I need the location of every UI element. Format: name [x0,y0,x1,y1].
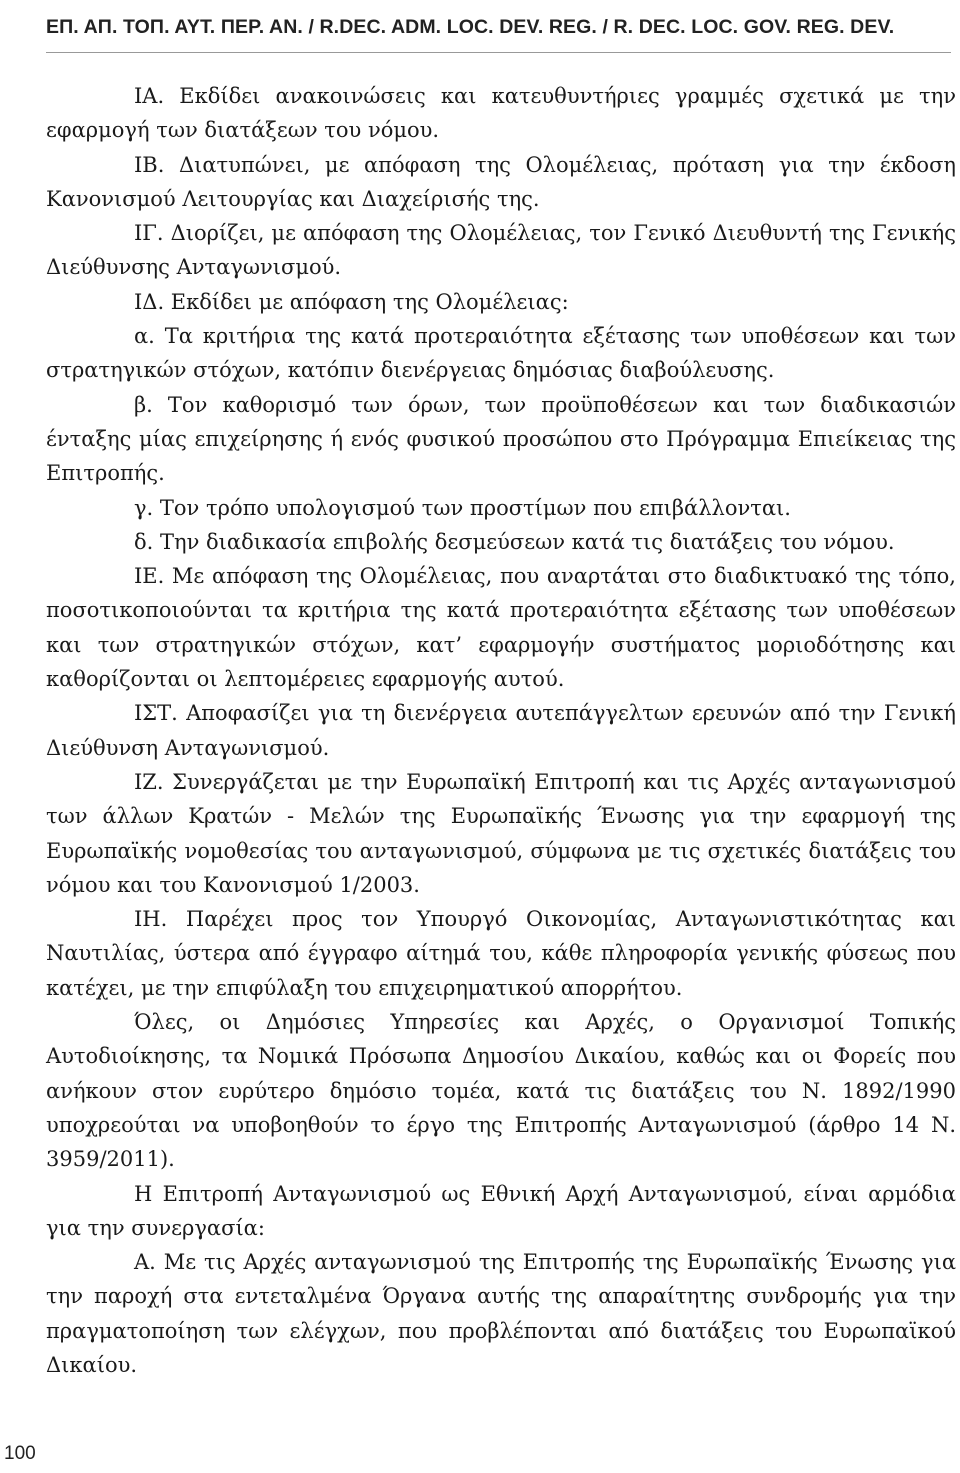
paragraph-public-services: Όλες, οι Δημόσιες Υπηρεσίες και Αρχές, ο Οργανισμοί Τοπικής Αυτοδιοίκησης, τα Νομικά Πρόσωπα Δημοσίου Δικαίου, καθώς και οι Φορείς που ανήκουν στον ευρύτερο δημόσιο τομέα, κατά τις διατάξεις του Ν. 1892/1990 υποχρεούται να υποβοηθούν το έργο της Επιτροπής Ανταγωνισμού (άρθρο 14 Ν. 3959/2011). [46,1010,956,1172]
paragraph-ih: ΙΗ. Παρέχει προς τον Υπουργό Οικονομίας, Ανταγωνιστικότητας και Ναυτιλίας, ύστερα από έγγραφο αίτημά του, κάθε πληροφορία γενικής φύσεως που κατέχει, με την επιφύλαξη του επιχειρηματικού απορρήτου. [46,907,956,1000]
paragraph-ib: ΙΒ. Διατυπώνει, με απόφαση της Ολομέλειας, πρόταση για την έκδοση Κανονισμού Λειτουργίας και Διαχείρισής της. [46,152,956,211]
paragraph-iz: ΙΖ. Συνεργάζεται με την Ευρωπαϊκή Επιτροπή και τις Αρχές ανταγωνισμού των άλλων Κρατών - Μελών της Ευρωπαϊκής Ένωσης για την εφαρμογή της Ευρωπαϊκής νομοθεσίας του ανταγωνισμού, σύμφωνα με τις σχετικές διατάξεις του νόμου και του Κανονισμού 1/2003. [46,769,956,897]
paragraph-item-b: β. Τον καθορισμό των όρων, των προϋποθέσεων και των διαδικασιών ένταξης μίας επιχείρησης ή ενός φυσικού προσώπου στο Πρόγραμμα Επιείκειας της Επιτροπής. [46,392,956,486]
running-header: ΕΠ. ΑΠ. ΤΟΠ. ΑΥΤ. ΠΕΡ. ΑΝ. / R.DEC. ADM. LOC. DEV. REG. / R. DEC. LOC. GOV. REG. DEV. [46,16,895,38]
paragraph-item-d: δ. Την διαδικασία επιβολής δεσμεύσεων κατά τις διατάξεις του νόμου. [134,529,895,554]
paragraph-cooperation: Η Επιτροπή Ανταγωνισμού ως Εθνική Αρχή Ανταγωνισμού, είναι αρμόδια για την συνεργασία: [46,1181,956,1240]
paragraph-ia: ΙΑ. Εκδίδει ανακοινώσεις και κατευθυντήριες γραμμές σχετικά με την εφαρμογή των διατάξεων του νόμου. [46,84,956,143]
paragraph-ist: ΙΣΤ. Αποφασίζει για τη διενέργεια αυτεπάγγελτων ερευνών από την Γενική Διεύθυνση Ανταγωνισμού. [46,701,956,760]
paragraph-item-a: α. Τα κριτήρια της κατά προτεραιότητα εξέτασης των υποθέσεων και των στρατηγικών στόχων, κατόπιν διενέργειας δημόσιας διαβούλευσης. [46,324,956,383]
paragraph-ig: ΙΓ. Διορίζει, με απόφαση της Ολομέλειας, τον Γενικό Διευθυντή της Γενικής Διεύθυνσης Ανταγωνισμού. [46,221,956,280]
document-body [46,79,956,1382]
paragraph-item-c: γ. Τον τρόπο υπολογισμού των προστίμων που επιβάλλονται. [134,495,791,520]
paragraph-cooperation-a: Α. Με τις Αρχές ανταγωνισμού της Επιτροπής της Ευρωπαϊκής Ένωσης για την παροχή στα εντεταλμένα Όργανα αυτής της απαραίτητης συνδρομής για την πραγματοποίηση των ελέγχων, που προβλέπονται από διατάξεις του Ευρωπαϊκού Δικαίου. [46,1250,956,1377]
header-divider [46,52,951,53]
paragraph-ie: ΙΕ. Με απόφαση της Ολομέλειας, που αναρτάται στο διαδικτυακό της τόπο, ποσοτικοποιούνται τα κριτήρια της κατά προτεραιότητα εξέτασης των υποθέσεων και των στρατηγικών στόχων, κατ’ εφαρμογήν συστήματος μοριοδότησης και καθορίζονται οι λεπτομέρειες εφαρμογής αυτού. [46,564,956,692]
page-number: 100 [4,1443,36,1464]
paragraph-id: ΙΔ. Εκδίδει με απόφαση της Ολομέλειας: [134,289,569,314]
